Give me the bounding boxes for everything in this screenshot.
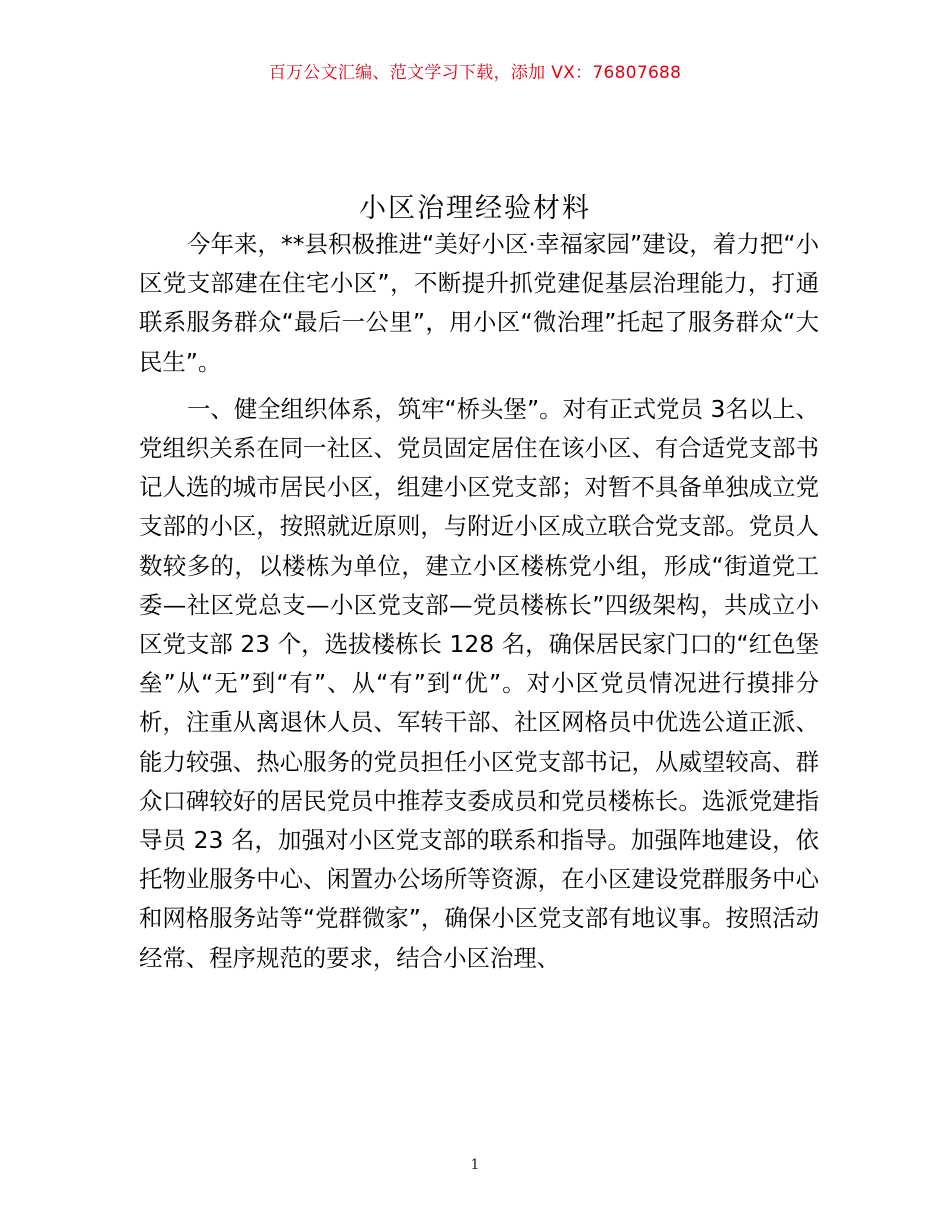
document-title: 小区治理经验材料	[359, 193, 591, 225]
watermark-header-note: 百万公文汇编、范文学习下载，添加 VX：76807688	[268, 63, 682, 83]
document-body	[139, 225, 819, 978]
paragraph-intro: 今年来，**县积极推进“美好小区·幸福家园”建设，着力把“小区党支部建在住宅小区”，不断提升抓党建促基层治理能力，打通联系服务群众“最后一公里”，用小区“微治理”托起了服务群众“大民生”。	[139, 230, 819, 376]
paragraph-section-one: 一、健全组织体系，筑牢“桥头堡”。对有正式党员 3名以上、党组织关系在同一社区、党员固定居住在该小区、有合适党支部书记人选的城市居民小区，组建小区党支部；对暂不具备单独成立党支部的小区，按照就近原则，与附近小区成立联合党支部。党员人数较多的，以楼栋为单位，建立小区楼栋党小组，形成“街道党工委—社区党总支—小区党支部—党员楼栋长”四级架构，共成立小区党支部 23 个，选拔楼栋长 128 名，确保居民家门口的“红色堡垒”从“无”到“有”、从“有”到“优”。对小区党员情况进行摸排分析，注重从离退休人员、军转干部、社区网格员中优选公道正派、能力较强、热心服务的党员担任小区党支部书记，从威望较高、群众口碑较好的居民党员中推荐支委成员和党员楼栋长。选派党建指导员 23 名，加强对小区党支部的联系和指导。加强阵地建设，依托物业服务中心、闲置办公场所等资源，在小区建设党群服务中心和网格服务站等“党群微家”，确保小区党支部有地议事。按照活动经常、程序规范的要求，结合小区治理、	[139, 394, 819, 972]
page-number: 1	[470, 1157, 480, 1173]
